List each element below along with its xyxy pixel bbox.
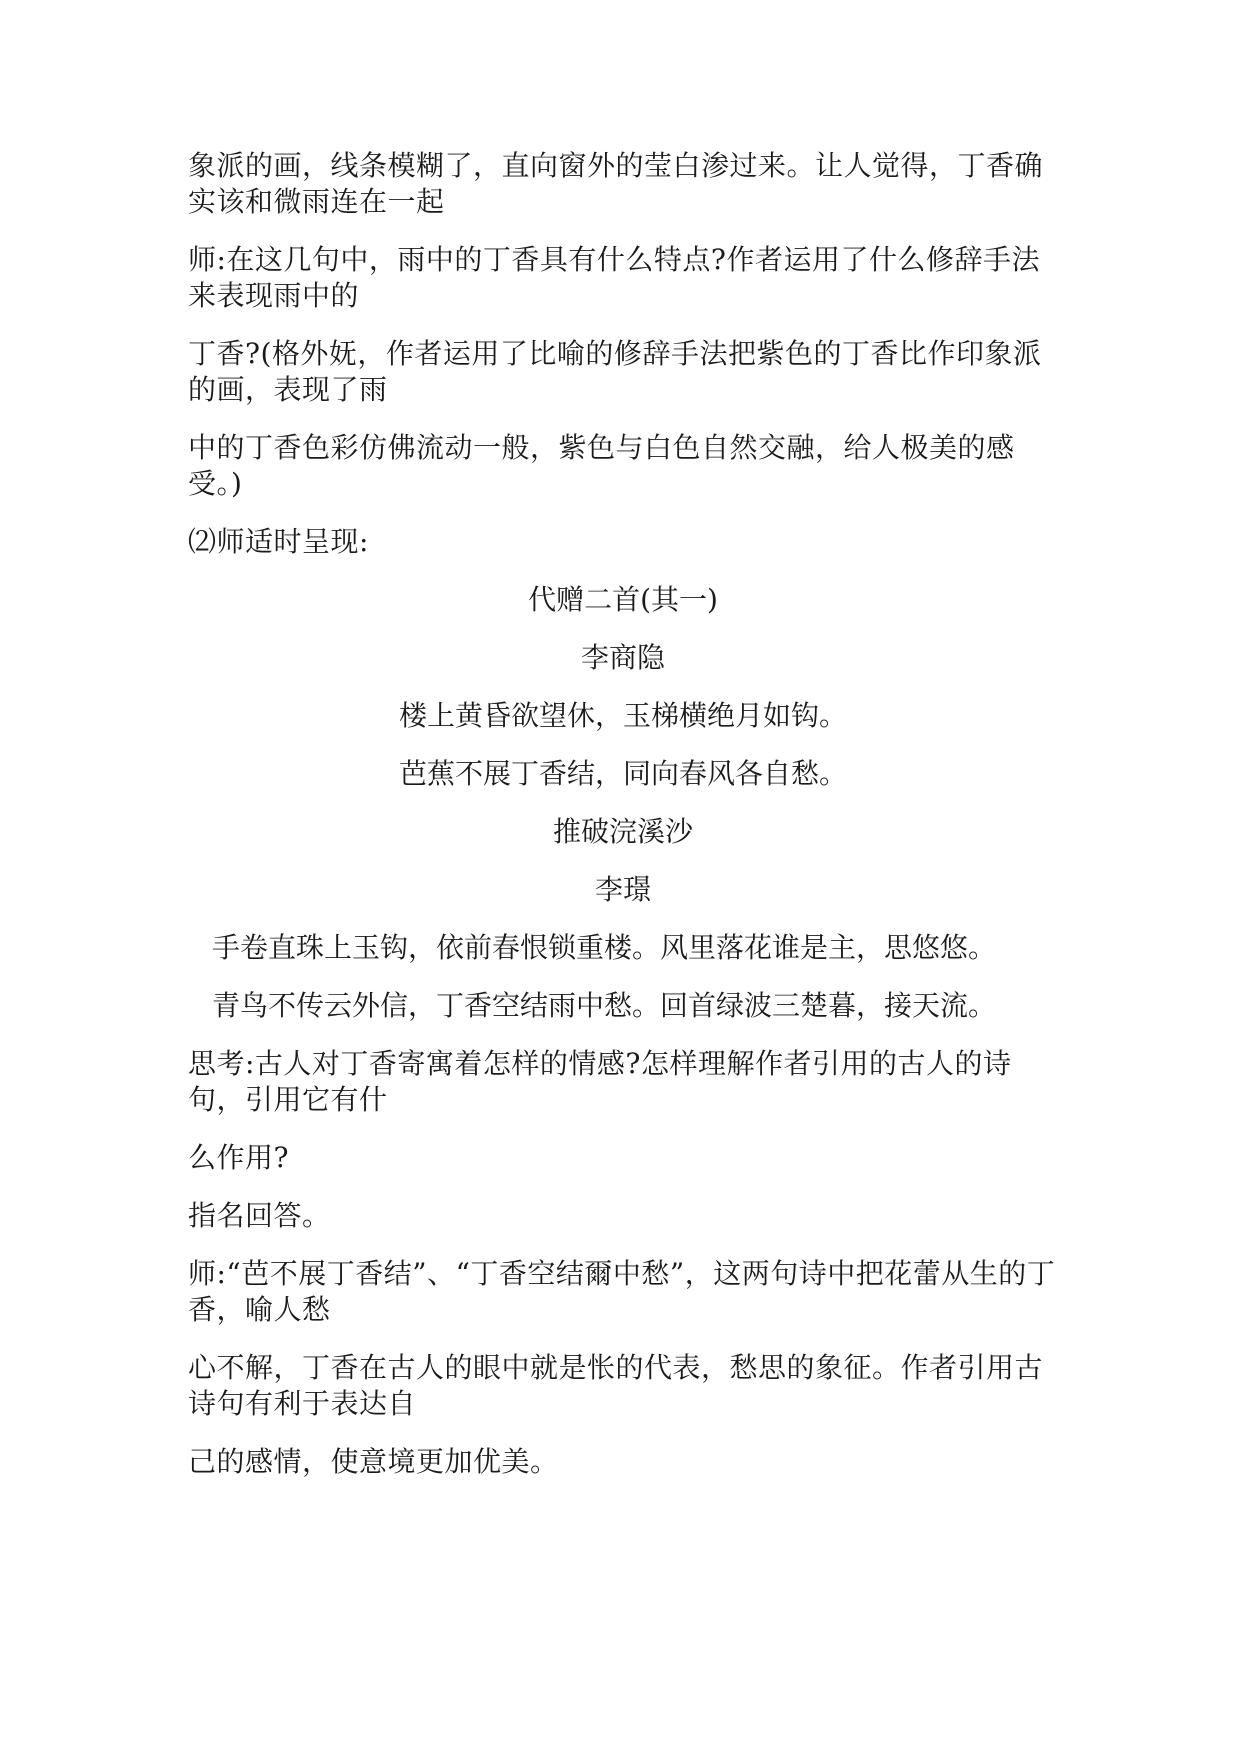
paragraph: 指名回答。	[188, 1199, 331, 1232]
paragraph: 丁香?(格外妩，作者运用了比喻的修辞手法把紫色的丁香比作印象派的画，表现了雨	[188, 337, 1042, 406]
poem-2	[188, 814, 1058, 1024]
paragraph: 思考:古人对丁香寄寓着怎样的情感?怎样理解作者引用的古人的诗句，引用它有什	[188, 1047, 1012, 1116]
paragraph: 师:“芭不展丁香结”、“丁香空结爾中愁”，这两句诗中把花蕾从生的丁香，喻人愁	[188, 1257, 1056, 1326]
paragraph: 象派的画，线条模糊了，直向窗外的莹白渗过来。让人觉得，丁香确实该和微雨连在一起	[188, 149, 1044, 218]
paragraph: 师:在这几句中，雨中的丁香具有什么特点?作者运用了什么修辞手法来表现雨中的	[188, 243, 1040, 312]
poem-author: 李商隐	[580, 641, 665, 674]
poem-author: 李璟	[594, 873, 651, 906]
poem-title: 推破浣溪沙	[552, 815, 693, 848]
paragraph: 心不解，丁香在古人的眼中就是怅的代表，愁思的象征。作者引用古诗句有利于表达自	[188, 1351, 1044, 1420]
paragraph: 中的丁香色彩仿佛流动一般，紫色与白色自然交融，给人极美的感受。)	[188, 431, 1015, 500]
paragraph: 么作用?	[188, 1141, 290, 1174]
poem-title: 代赠二首(其一)	[528, 583, 718, 616]
document-page	[188, 148, 1058, 1502]
poem-line: 手卷直珠上玉钩，依前春恨锁重楼。风里落花谁是主，思悠悠。	[212, 931, 997, 964]
poem-1	[188, 582, 1058, 792]
poem-line: 芭蕉不展丁香结，同向春风各自愁。	[398, 757, 847, 790]
paragraph: 己的感情，使意境更加优美。	[188, 1445, 559, 1478]
poem-line: 楼上黄昏欲望休，玉梯横绝月如钩。	[398, 699, 847, 732]
paragraph: ⑵师适时呈现:	[188, 525, 369, 558]
poem-line: 青鸟不传云外信，丁香空结雨中愁。回首绿波三楚暮，接天流。	[212, 989, 997, 1022]
